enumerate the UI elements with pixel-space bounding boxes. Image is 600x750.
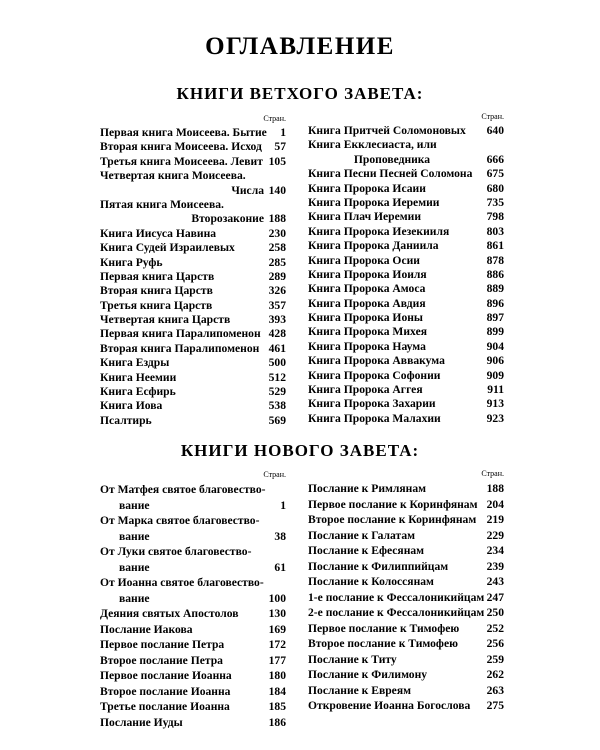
toc-entry — [308, 683, 504, 699]
toc-entry — [308, 667, 504, 683]
toc-entry — [308, 481, 504, 497]
toc-entry-page: 57 — [274, 140, 286, 154]
toc-entry — [308, 383, 504, 397]
toc-entry-title: Послание Иакова — [100, 622, 193, 636]
toc-entry — [100, 498, 286, 514]
toc-entry-page: 252 — [486, 621, 504, 635]
new-testament-heading: КНИГИ НОВОГО ЗАВЕТА: — [180, 441, 420, 460]
toc-entry — [308, 311, 504, 325]
toc-entry-page: 1 — [280, 126, 286, 139]
toc-entry-title: Книга Плач Иеремии — [308, 210, 422, 224]
page-label: Стран. — [263, 114, 286, 123]
toc-entry-page: 169 — [268, 622, 286, 636]
toc-entry — [100, 299, 286, 313]
toc-entry-title: Второе послание Иоанна — [100, 684, 231, 698]
toc-entry-title: Первая книга Моисеева. Бытие — [100, 126, 267, 139]
toc-entry-title: Деяния святых Апостолов — [100, 607, 239, 620]
toc-entry-title: Второе послание к Коринфянам — [308, 513, 477, 526]
toc-entry-title: Книга Пророка Исаии — [308, 181, 426, 195]
toc-entry-page: 803 — [486, 224, 504, 238]
toc-entry-page: 180 — [268, 669, 286, 682]
toc-entry-title: Послание к Титу — [308, 652, 397, 666]
toc-entry — [100, 715, 286, 731]
toc-entry — [100, 284, 286, 298]
toc-entry-title: Первое послание к Коринфянам — [308, 497, 478, 511]
toc-entry — [100, 575, 286, 591]
toc-entry — [308, 497, 504, 513]
toc-entry-page: 1 — [280, 498, 286, 512]
toc-entry-page: 886 — [486, 267, 504, 281]
toc-entry-title: Первое послание Иоанна — [100, 669, 232, 682]
page-label: Стран. — [481, 469, 504, 478]
toc-entry-page: 393 — [268, 313, 286, 327]
toc-entry — [308, 254, 504, 268]
toc-entry — [308, 354, 504, 368]
toc-entry — [308, 210, 504, 224]
toc-entry-page: 569 — [268, 413, 286, 427]
old-testament-right-column — [308, 111, 504, 426]
toc-entry-page: 666 — [486, 152, 504, 166]
toc-entry — [100, 668, 286, 684]
old-testament-heading: КНИГИ ВЕТХОГО ЗАВЕТА: — [176, 84, 424, 103]
toc-entry-title: Откровение Иоанна Богослова — [308, 699, 471, 712]
toc-entry — [308, 124, 504, 138]
toc-entry-page: 285 — [268, 255, 286, 269]
toc-entry-title: 2-е послание к Фессалоникийцам — [308, 606, 485, 619]
toc-entry-page: 640 — [486, 124, 504, 137]
toc-entry-page: 909 — [486, 368, 504, 382]
toc-entry-page: 675 — [486, 167, 504, 181]
toc-entry-title: От Матфея святое благовество- — [100, 483, 266, 496]
toc-entry — [100, 529, 286, 545]
toc-entry — [100, 270, 286, 284]
toc-entry-title: Книга Пророка Аввакума — [308, 354, 445, 368]
toc-entry — [100, 169, 286, 183]
toc-entry — [308, 528, 504, 544]
toc-entry-page: 906 — [486, 354, 504, 368]
toc-entry-title: Первая книга Царств — [100, 269, 215, 283]
toc-entry-title: Третье послание Иоанна — [100, 700, 230, 713]
toc-entry — [308, 559, 504, 575]
toc-entry — [308, 605, 504, 621]
toc-entry-title: Вторая книга Паралипоменон — [100, 341, 260, 355]
toc-entry — [308, 412, 504, 426]
toc-entry-page: 105 — [268, 154, 286, 168]
toc-entry-title: Третья книга Моисеева. Левит — [100, 154, 263, 168]
toc-entry-title: Книга Пророка Наума — [308, 339, 426, 353]
new-testament-left-column — [100, 469, 286, 730]
toc-entry-page: 130 — [268, 607, 286, 620]
toc-entry — [308, 590, 504, 606]
toc-entry-title: Книга Пророка Иоиля — [308, 267, 427, 281]
toc-entry-page: 186 — [268, 715, 286, 729]
toc-entry — [100, 482, 286, 498]
toc-entry — [308, 225, 504, 239]
toc-entry-page: 140 — [268, 183, 286, 197]
toc-entry — [100, 544, 286, 560]
toc-entry — [100, 313, 286, 327]
toc-entry-page: 326 — [268, 284, 286, 298]
page-label: Стран. — [481, 112, 504, 121]
toc-entry-page: 185 — [268, 700, 286, 713]
toc-entry — [308, 543, 504, 559]
toc-entry-page: 234 — [486, 544, 504, 557]
toc-entry-page: 243 — [486, 575, 504, 588]
toc-entry — [308, 636, 504, 652]
toc-entry-page: 204 — [486, 497, 504, 511]
toc-entry — [308, 574, 504, 590]
toc-entry-title: Книга Пророка Ионы — [308, 311, 423, 325]
toc-entry-title: Четвертая книга Царств — [100, 313, 231, 327]
toc-entry — [100, 560, 286, 576]
toc-entry-title: Послание к Римлянам — [308, 482, 427, 495]
toc-entry-title: Книга Пророка Софонии — [308, 368, 441, 382]
toc-entry — [100, 126, 286, 140]
toc-entry — [100, 327, 286, 341]
toc-entry-title: Книга Неемии — [100, 370, 177, 384]
toc-entry — [100, 385, 286, 399]
toc-entry-page: 289 — [268, 269, 286, 283]
toc-entry — [308, 512, 504, 528]
toc-entry-page: 538 — [268, 399, 286, 413]
toc-entry-page: 258 — [268, 241, 286, 255]
toc-entry-title: Книга Иисуса Навина — [100, 226, 217, 240]
toc-entry-title: Первая книга Паралипоменон — [100, 327, 261, 341]
toc-entry-page: 61 — [274, 560, 286, 574]
toc-entry-title: Книга Песни Песней Соломона — [308, 167, 473, 181]
toc-entry-page: 256 — [486, 637, 504, 650]
toc-entry-page: 899 — [486, 325, 504, 339]
toc-entry — [100, 212, 286, 226]
toc-entry-page: 897 — [486, 311, 504, 325]
toc-entry-title: Послание к Филимону — [308, 668, 428, 681]
toc-entry — [100, 155, 286, 169]
toc-entry-title: Послание Иуды — [100, 715, 183, 729]
toc-entry-page: 259 — [486, 652, 504, 666]
toc-entry-title: Четвертая книга Моисеева. — [100, 169, 246, 183]
toc-entry-page: 896 — [486, 296, 504, 310]
toc-entry-page: 263 — [486, 683, 504, 697]
toc-entry-title: От Иоанна святое благовество- — [100, 576, 264, 589]
toc-entry-page: 798 — [486, 210, 504, 224]
toc-entry — [100, 140, 286, 154]
page-label: Стран. — [263, 470, 286, 479]
toc-entry — [308, 340, 504, 354]
toc-entry-title: вание — [119, 560, 150, 574]
toc-entry-title: Книга Пророка Авдия — [308, 296, 426, 310]
toc-entry — [308, 325, 504, 339]
toc-entry-title: Книга Екклесиаста, или — [308, 138, 437, 152]
toc-entry-title: Книга Пророка Иеремии — [308, 195, 440, 209]
toc-entry-page: 428 — [268, 327, 286, 341]
toc-entry-page: 275 — [486, 699, 504, 712]
toc-entry-page: 529 — [268, 385, 286, 399]
toc-entry-title: Книга Пророка Малахии — [308, 411, 441, 425]
toc-entry — [308, 397, 504, 411]
toc-entry-page: 680 — [486, 181, 504, 195]
toc-entry-title: Книга Пророка Михея — [308, 325, 427, 339]
toc-entry-title: Числа — [231, 183, 264, 197]
toc-entry-title: Книга Пророка Аггея — [308, 383, 423, 397]
toc-entry — [100, 653, 286, 669]
toc-entry-page: 230 — [268, 226, 286, 240]
toc-entry-page: 904 — [486, 339, 504, 353]
toc-entry-title: Второзаконие — [191, 212, 264, 226]
toc-entry — [100, 399, 286, 413]
toc-entry — [100, 606, 286, 622]
toc-entry-title: От Марка святое благовество- — [100, 514, 260, 527]
toc-entry-page: 250 — [486, 606, 504, 619]
toc-entry-title: Книга Пророка Осии — [308, 253, 420, 267]
toc-entry-page: 229 — [486, 528, 504, 542]
toc-entry-page: 239 — [486, 559, 504, 573]
toc-entry — [100, 699, 286, 715]
toc-entry-title: Вторая книга Царств — [100, 284, 213, 298]
toc-entry — [308, 239, 504, 253]
toc-entry-title: Книга Есфирь — [100, 385, 176, 399]
toc-entry-page: 861 — [486, 239, 504, 253]
toc-entry — [308, 182, 504, 196]
toc-entry-page: 188 — [268, 212, 286, 226]
toc-entry-page: 247 — [486, 590, 504, 604]
toc-entry — [100, 591, 286, 607]
toc-entry — [100, 513, 286, 529]
toc-entry-title: Проповедника — [353, 152, 431, 166]
toc-entry-title: Первое послание Петра — [100, 638, 225, 651]
toc-entry-title: Книга Иова — [100, 399, 163, 413]
toc-entry — [308, 138, 504, 152]
toc-entry-title: 1-е послание к Фессалоникийцам — [308, 590, 485, 604]
toc-entry — [308, 297, 504, 311]
toc-entry-title: Третья книга Царств — [100, 298, 213, 312]
toc-entry-page: 889 — [486, 282, 504, 296]
toc-entry-title: Книга Пророка Амоса — [308, 282, 426, 296]
toc-entry-page: 500 — [268, 356, 286, 370]
toc-entry — [308, 652, 504, 668]
page-title: ОГЛАВЛЕНИЕ — [205, 33, 395, 60]
old-testament-left-column — [100, 113, 286, 428]
toc-entry-page: 262 — [486, 668, 504, 681]
toc-entry-title: Пятая книга Моисеева. — [100, 197, 224, 211]
toc-entry — [100, 256, 286, 270]
toc-entry-title: Послание к Колоссянам — [308, 575, 434, 588]
toc-entry-title: Послание к Евреям — [308, 683, 412, 697]
toc-entry-title: Второе послание Петра — [100, 653, 223, 667]
toc-entry — [100, 622, 286, 638]
toc-entry-title: вание — [119, 591, 150, 605]
toc-entry — [308, 268, 504, 282]
toc-entry — [100, 198, 286, 212]
toc-entry-page: 913 — [486, 397, 504, 411]
new-testament-right-column — [308, 468, 504, 714]
toc-entry-page: 512 — [268, 370, 286, 384]
toc-entry-title: Книга Руфь — [100, 255, 163, 269]
toc-entry-page: 219 — [486, 513, 504, 526]
toc-entry-page: 923 — [486, 411, 504, 425]
toc-entry-title: Книга Пророка Захарии — [308, 397, 436, 411]
toc-entry — [100, 371, 286, 385]
toc-entry-page: 100 — [268, 591, 286, 605]
toc-entry-page: 177 — [268, 653, 286, 667]
toc-entry — [100, 241, 286, 255]
toc-entry-title: Книга Пророка Даниила — [308, 239, 439, 253]
toc-entry-page: 357 — [268, 298, 286, 312]
toc-entry-title: Вторая книга Моисеева. Исход — [100, 140, 262, 154]
toc-entry-title: От Луки святое благовество- — [100, 545, 252, 558]
toc-entry-title: Книга Судей Израилевых — [100, 241, 235, 255]
toc-entry — [308, 621, 504, 637]
toc-entry-title: Послание к Ефесянам — [308, 544, 425, 557]
toc-entry-title: Книга Ездры — [100, 356, 170, 370]
toc-entry-title: вание — [119, 498, 150, 512]
toc-entry-title: Послание к Галатам — [308, 528, 416, 542]
toc-entry — [100, 227, 286, 241]
toc-entry-page: 878 — [486, 253, 504, 267]
toc-entry — [100, 342, 286, 356]
toc-entry — [100, 356, 286, 370]
toc-entry-page: 911 — [487, 383, 504, 397]
toc-entry-title: Псалтирь — [100, 413, 152, 427]
toc-entry — [308, 167, 504, 181]
toc-entry — [308, 196, 504, 210]
toc-entry-page: 38 — [274, 529, 286, 543]
toc-entry-title: Второе послание к Тимофею — [308, 637, 458, 650]
toc-entry-page: 735 — [486, 195, 504, 209]
toc-entry — [100, 184, 286, 198]
toc-entry-title: Первое послание к Тимофею — [308, 621, 460, 635]
toc-entry-page: 184 — [268, 684, 286, 698]
toc-entry — [308, 153, 504, 167]
toc-entry — [308, 282, 504, 296]
toc-entry-title: Книга Пророка Иезекииля — [308, 224, 450, 238]
toc-entry — [100, 684, 286, 700]
toc-entry-page: 188 — [486, 482, 504, 495]
toc-entry-title: Книга Притчей Соломоновых — [308, 124, 466, 137]
toc-entry — [100, 637, 286, 653]
toc-entry — [308, 698, 504, 714]
toc-entry — [100, 414, 286, 428]
toc-entry-page: 172 — [268, 638, 286, 651]
toc-entry-page: 461 — [268, 341, 286, 355]
toc-entry-title: Послание к Филиппийцам — [308, 559, 449, 573]
toc-entry — [308, 369, 504, 383]
toc-entry-title: вание — [119, 529, 150, 543]
